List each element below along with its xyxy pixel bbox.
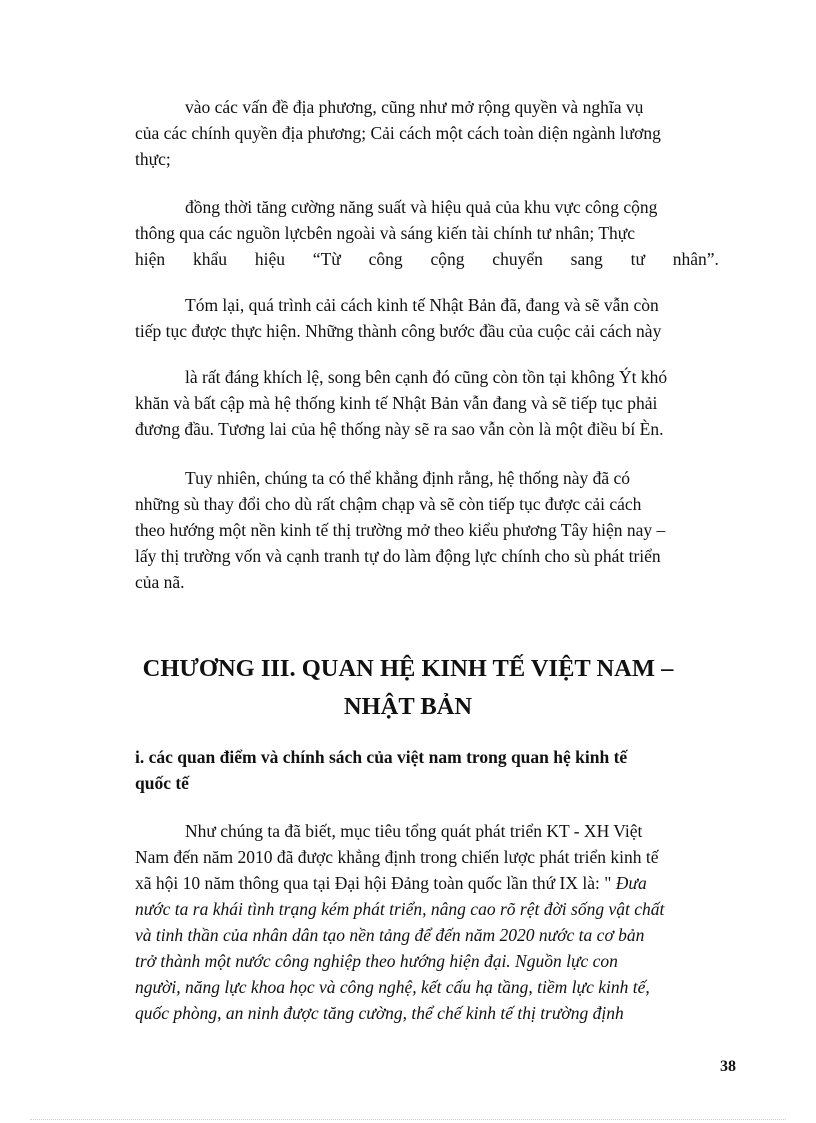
quote-line: người, năng lực khoa học và công nghệ, kết cấu hạ tầng, tiềm lực kinh tế,	[135, 977, 650, 997]
body-paragraph	[135, 818, 719, 1026]
chapter-heading-line-2: NHẬT BẢN	[343, 693, 473, 720]
section-heading-line-2: quốc tế	[135, 773, 189, 793]
paragraph-4	[135, 364, 719, 442]
text-line: khăn và bất cập mà hệ thống kinh tế Nhật Bản vẫn đang và sẽ tiếp tục phải	[135, 393, 658, 413]
text-line: là rất đáng khích lệ, song bên cạnh đó cũng còn tồn tại không Ýt khó	[185, 367, 668, 387]
text-line: của nã.	[135, 572, 185, 592]
text-line: Tóm lại, quá trình cải cách kinh tế Nhật Bản đã, đang và sẽ vẫn còn	[185, 295, 659, 315]
word: hiện	[135, 249, 166, 269]
chapter-heading	[100, 650, 716, 726]
quote-start-word: Đưa	[615, 873, 647, 893]
text-line: lấy thị trường vốn và cạnh tranh tự do làm động lực chính cho sù phát triển	[135, 546, 661, 566]
paragraph-5	[135, 465, 719, 595]
text-line: những sù thay đổi cho dù rất chậm chạp và sẽ còn tiếp tục được cải cách	[135, 494, 642, 514]
section-heading-line-1: i. các quan điểm và chính sách của việt nam trong quan hệ kinh tế	[135, 747, 628, 767]
text-line: thông qua các nguồn lựcbên ngoài và sáng kiến tài chính tư nhân; Thực	[135, 223, 636, 243]
word: cộng	[430, 249, 465, 269]
paragraph-1	[135, 94, 719, 172]
text-line: Tuy nhiên, chúng ta có thể khẳng định rằng, hệ thống này đã có	[185, 468, 631, 488]
text-line: vào các vấn đề địa phương, cũng như mở rộng quyền và nghĩa vụ	[185, 97, 644, 117]
text-line: thực;	[135, 149, 171, 169]
quote-line: nước ta ra khái tình trạng kém phát triển, nâng cao rõ rệt đời sống vật chất	[135, 899, 665, 919]
word: sang	[570, 249, 603, 269]
section-heading	[135, 744, 735, 796]
text-line: Nam đến năm 2010 đã được khẳng định trong chiến lược phát triển kinh tế	[135, 847, 659, 867]
text-line: đương đầu. Tương lai của hệ thống này sẽ ra sao vẫn còn là một điều bí Èn.	[135, 419, 664, 439]
paragraph-3	[135, 292, 719, 344]
text-segment: xã hội 10 năm thông qua tại Đại hội Đảng toàn quốc lần thứ IX là: "	[135, 873, 616, 893]
text-line: tiếp tục được thực hiện. Những thành công bước đầu của cuộc cải cách này	[135, 321, 662, 341]
text-line: Như chúng ta đã biết, mục tiêu tổng quát phát triển KT - XH Việt	[185, 821, 643, 841]
text-line: theo hướng một nền kinh tế thị trường mở theo kiểu phương Tây hiện nay –	[135, 520, 666, 540]
word: hiệu	[254, 249, 285, 269]
paragraph-2	[135, 194, 719, 272]
word: “Từ	[312, 249, 341, 269]
chapter-heading-line-1: CHƯƠNG III. QUAN HỆ KINH TẾ VIỆT NAM –	[142, 655, 674, 682]
word: công	[368, 249, 403, 269]
text-line: của các chính quyền địa phương; Cải cách một cách toàn diện ngành lương	[135, 123, 661, 143]
quote-line: quốc phòng, an ninh được tăng cường, thể chế kinh tế thị trường định	[135, 1003, 624, 1023]
quote-line: và tinh thần của nhân dân tạo nền tảng để đến năm 2020 nước ta cơ bản	[135, 925, 645, 945]
word: chuyển	[492, 249, 543, 269]
quote-line: trở thành một nước công nghiệp theo hướng hiện đại. Nguồn lực con	[135, 951, 618, 971]
word: tư	[630, 249, 645, 269]
text-line: đồng thời tăng cường năng suất và hiệu quả của khu vực công cộng	[185, 197, 658, 217]
text-line-with-quote-start	[135, 870, 719, 896]
page-bottom-divider	[30, 1119, 786, 1120]
word: khẩu	[192, 249, 227, 269]
page-number: 38	[720, 1058, 736, 1075]
spread-text-line	[135, 246, 719, 272]
word: nhân”.	[672, 249, 719, 269]
